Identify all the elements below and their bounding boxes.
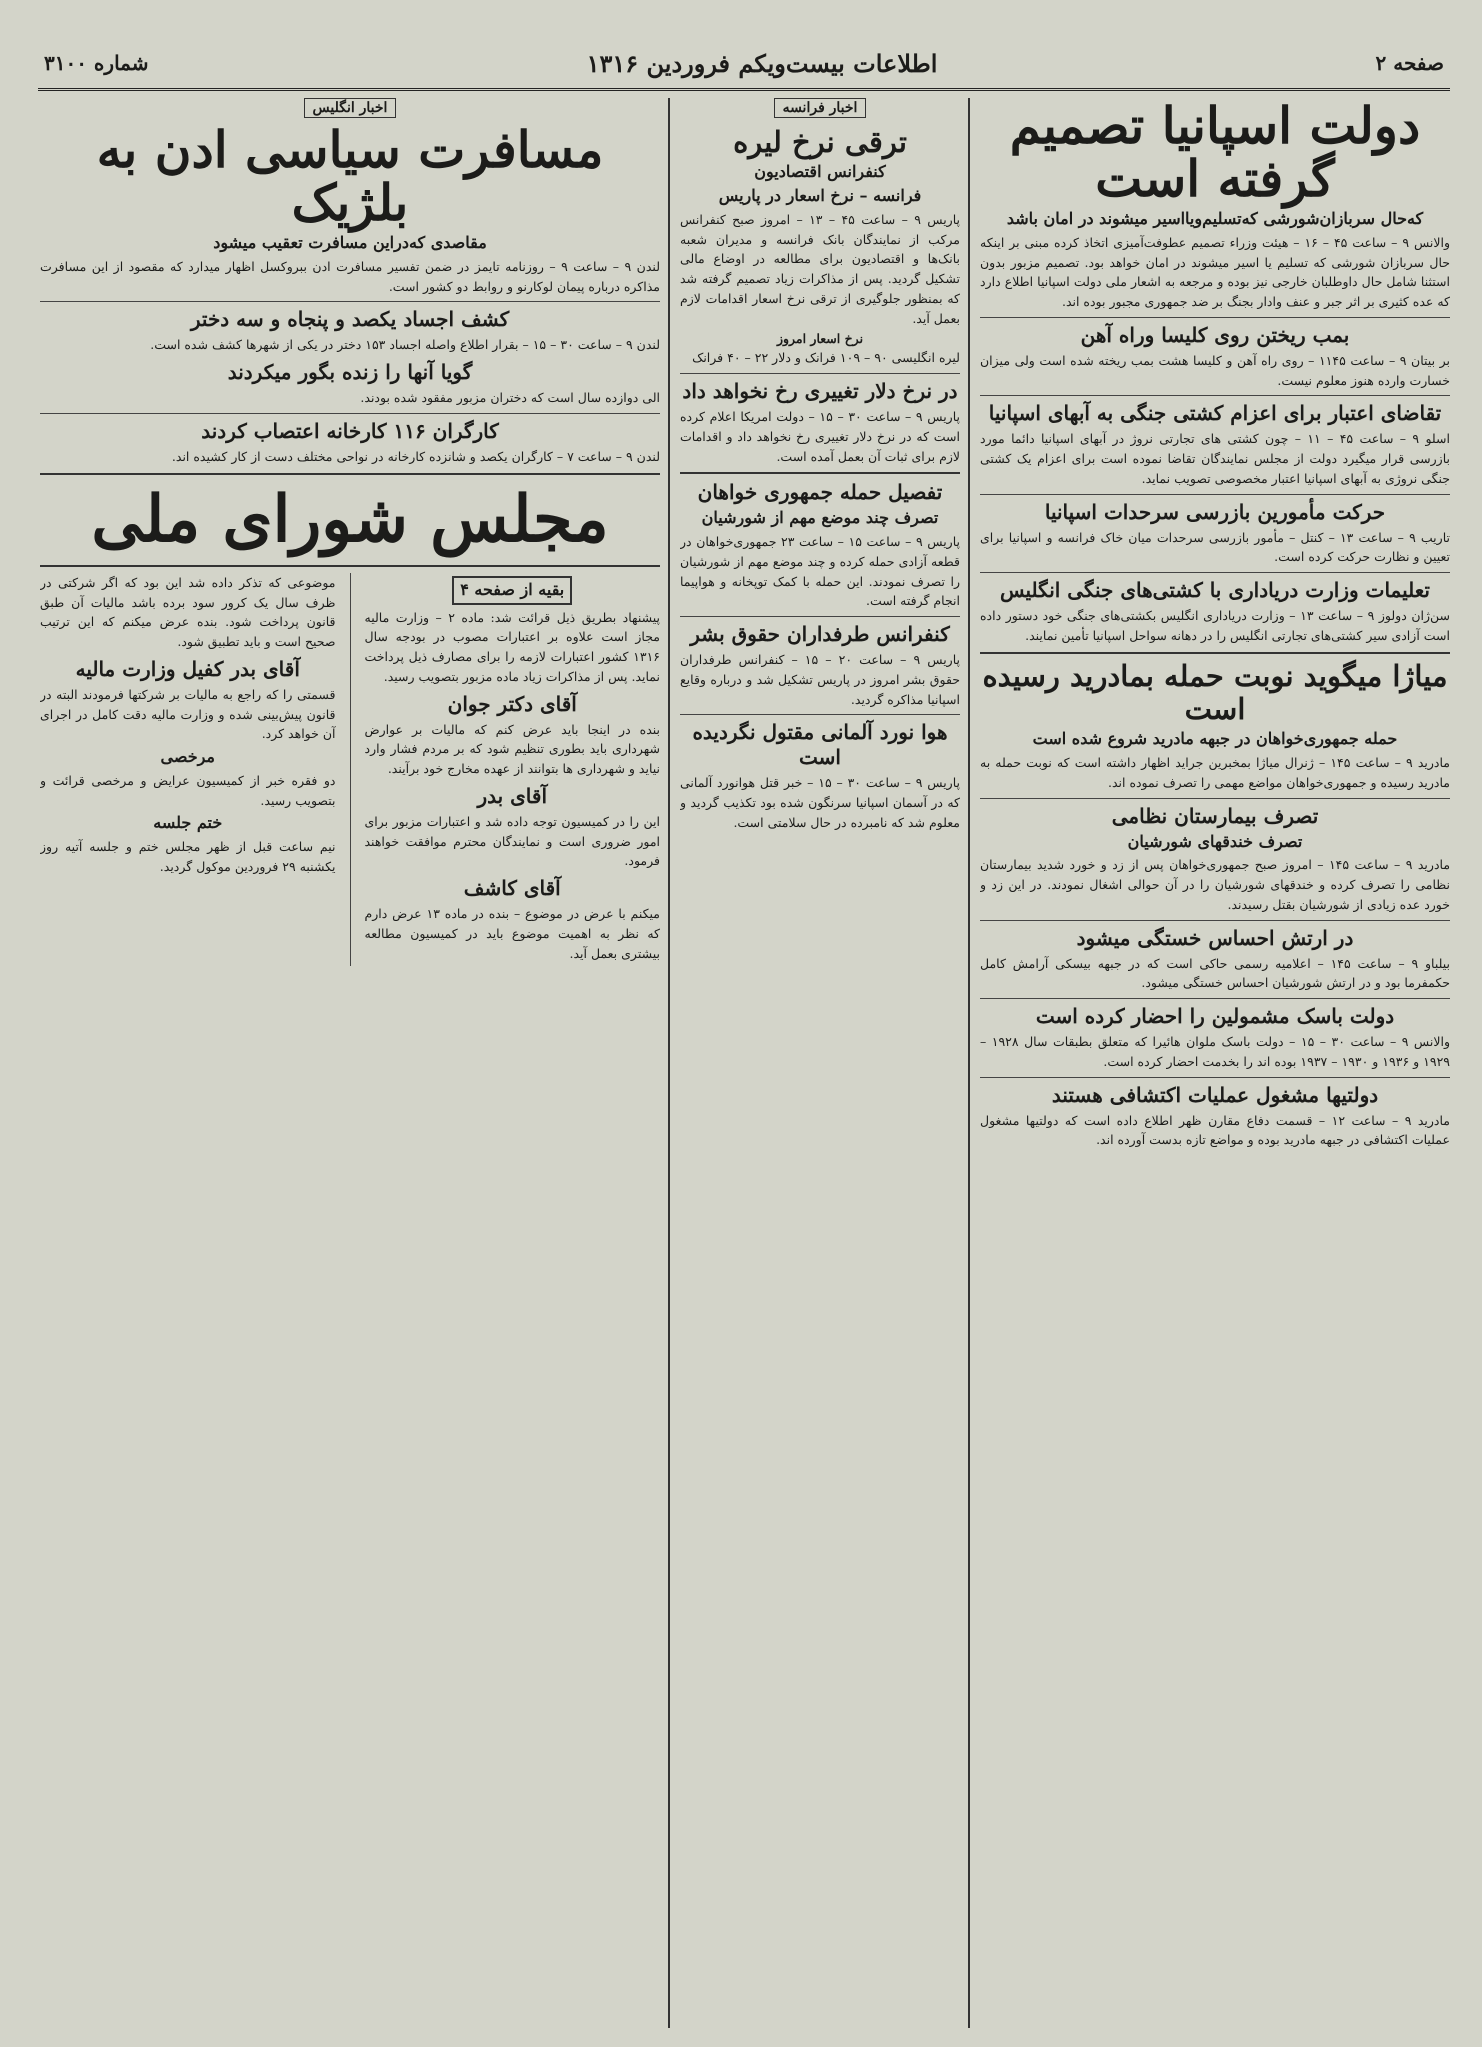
strike-article: لندن ۹ – ساعت ۷ – کارگران یکصد و شانزده کارخانه در نواحی مختلف دست از کار کشیده اند. (171, 448, 660, 464)
border-article: تاریب ۹ – ساعت ۱۳ – کنتل – مأمور بازرسی سرحدات میان خاک فرانسه و اسپانیا برای تعیین و نظارت حرکت کرده است. (980, 529, 1450, 565)
hospital-headline: تصرف بیمارستان نظامی (1111, 803, 1319, 828)
explore-article: مادرید ۹ – ساعت ۱۲ – قسمت دفاع مقارن ظهر اطلاع داده است که دولتیها مشغول عملیات اکتشافی در جبهه مادرید بوده و مواضع تازه بدست آورده اند. (980, 1112, 1450, 1148)
dollar-article: پاریس ۹ – ساعت ۳۰ – ۱۵ – دولت امریکا اعلام کرده است که در نرخ دلار تغییری رخ نخواهد داد و اقدامات لازم برای ثبات آن بعمل آمده است. (680, 409, 960, 464)
dollar-headline: در نرخ دلار تغییری رخ نخواهد داد (682, 379, 958, 404)
basque-headline: دولت باسک مشمولین را احضار کرده است (1035, 1004, 1395, 1029)
eden-article: لندن ۹ – ساعت ۹ – روزنامه تایمز در ضمن تفسیر مسافرت ادن ببروکسل اظهار میدارد که مقصود از این مسافرت مذاکره درباره پیمان لوکارنو و روابط دو کشور است. (40, 258, 660, 294)
alive-article: الی دوازده سال است که دختران مزبور مفقود شده بودند. (360, 390, 660, 406)
column-right (980, 96, 1450, 2028)
newspaper-page (38, 38, 1450, 2028)
section-france: اخبار فرانسه (774, 98, 867, 118)
german-headline: هوا نورد آلمانی مقتول نگردیده است (692, 720, 948, 770)
rights-article: پاریس ۹ – ساعت ۲۰ – ۱۵ – کنفرانس طرفداران حقوق بشر امروز در پاریس تشکیل شد و درباره وقایع اسپانیا مذاکره گردید. (680, 652, 960, 707)
badr-article: این را در کمیسیون توجه داده شد و اعتبارات مزبور برای امور ضروری است و نمایندگان محترم موافقت خواهند فرمود. (364, 813, 660, 869)
credit-article: اسلو ۹ – ساعت ۴۵ – ۱۱ – چون کشتی های تجارتی نروژ در آبهای اسپانیا دائما مورد بازرسی قرار میگیرد دولت از مجلس نمایندگان تقاضا نموده است برای اعزام یک کشتی جنگی نروژی به آبهای اسپانیا اعتبار مخصوصی تصویب نماید. (980, 431, 1450, 486)
rates-label: نرخ اسعار امروز (776, 331, 864, 347)
alive-headline: گویا آنها را زنده بگور میکردند (227, 360, 473, 385)
rates-article: لیره انگلیسی ۹۰ – ۱۰۹ فرانک و دلار ۲۲ – ۴۰ فرانک (692, 350, 960, 366)
bodies-headline: کشف اجساد یکصد و پنجاه و سه دختر (190, 307, 510, 332)
german-article: پاریس ۹ – ساعت ۳۰ – ۱۵ – خبر قتل هوانورد آلمانی که در آسمان اسپانیا سرنگون شده بود تکذیب گردید و معلوم شد که نامبرده در حال سلامتی است. (680, 775, 960, 830)
border-headline: حرکت مأمورین بازرسی سرحدات اسپانیا (1044, 499, 1386, 524)
close-headline: ختم جلسه (153, 813, 223, 833)
kashef-headline: آقای کاشف (463, 876, 561, 901)
issue-number: شماره ۳۱۰۰ (44, 51, 149, 75)
lira-headline: ترقی نرخ لیره (733, 125, 907, 159)
kashef-article: میکنم با عرض در موضوع – بنده در ماده ۱۳ عرض دارم که نظر به اهمیت موضوع باید در کمیسیون مطالعه بیشتری بعمل آید. (364, 906, 660, 961)
lira-subheadline-2: فرانسه – نرخ اسعار در پاریس (718, 186, 922, 206)
bodies-article: لندن ۹ – ساعت ۳۰ – ۱۵ – بقرار اطلاع واصله اجساد ۱۵۳ دختر در یکی از شهرها کشف شده است. (150, 337, 660, 353)
hospital-article: مادرید ۹ – ساعت ۱۴۵ – امروز صبح جمهوری‌خواهان پس از زد و خورد شدید بیمارستان نظامی را تصرف کرده و خندقهای شورشیان را در آن حوالی اشغال نمودند. در این زد و خورد عده زیادی از شورشیان بقتل رسیدند. (980, 857, 1450, 912)
credit-headline: تقاضای اعتبار برای اعزام کشتی جنگی به آبهای اسپانیا (988, 401, 1442, 426)
javan-headline: آقای دکتر جوان (447, 691, 577, 716)
badr-headline: آقای بدر (477, 783, 548, 808)
majlis-headline: مجلس شورای ملی (91, 481, 609, 557)
column-left (40, 96, 660, 2028)
hospital-subheadline: تصرف خندقهای شورشیان (1127, 831, 1303, 851)
page-label: صفحه ۲ (1375, 51, 1444, 75)
masthead (38, 38, 1450, 91)
spain-subheadline: که‌حال سربازان‌شورشی که‌تسلیم‌و‌یا‌اسیر میشوند در امان باشد (1006, 209, 1424, 228)
spain-headline: دولت اسپانیا تصمیم گرفته است (1009, 96, 1421, 208)
miaja-subheadline: حمله جمهوری‌خواهان در جبهه مادرید شروع شده است (1032, 729, 1398, 749)
republican-subheadline: تصرف چند موضع مهم از شورشیان (701, 508, 939, 528)
spain-article: والانس ۹ – ساعت ۴۵ – ۱۶ – هیئت وزراء تصمیم عطوفت‌آمیزی اتخاذ کرده مبنی بر اینکه حال سربازان شورشی که تسلیم یا اسیر میشوند در امان خواهد بود. تصمیم مزبور بدون استثنا شامل حال داوطلبان خارجی نیز بوده و مرجعه به اشعار ملی دولت اسپانیا اطلاع دارد که عده کثیری بر اثر جبر و عنف وادار بجنگ بر ضد جمهوری مجبور بوده اند. (980, 234, 1450, 310)
eden-headline: مسافرت سیاسی ادن به بلژیک (96, 120, 604, 232)
fatigue-headline: در ارتش احساس خستگی میشود (1076, 925, 1354, 950)
masthead-date: اطلاعات بیست‌ویکم فروردین ۱۳۱۶ (586, 48, 938, 78)
church-article: بر بیتان ۹ – ساعت ۱۱۴۵ – روی راه آهن و کلیسا هشت بمب ریخته شده است ولی میزان خسارت وارده هنوز معلوم نیست. (980, 352, 1450, 388)
javan-article: بنده در اینجا باید عرض کنم که مالیات بر عوارض شهرداری باید بطوری تنظیم شود که بر مردم فشار وارد نیاید و شهرداری ها بتوانند از عهده مخارج خود برآیند. (364, 721, 660, 777)
basque-article: والانس ۹ – ساعت ۳۰ – ۱۵ – دولت باسک ملوان هائیرا که متعلق بطبقات سال ۱۹۲۸ – ۱۹۲۹ و ۱۹۳۶ و ۱۹۳۰ – ۱۹۳۷ بوده اند را بخدمت احضار کرده است. (980, 1034, 1450, 1069)
church-headline: بمب ریختن روی کلیسا وراه آهن (1080, 322, 1350, 347)
leave-article: دو فقره خبر از کمیسیون عرایض و مرخصی قرائت و بتصویب رسید. (40, 772, 336, 808)
republican-headline: تفصیل حمله جمهوری خواهان (697, 480, 943, 505)
navy-headline: تعلیمات وزارت دریاداری با کشتی‌های جنگی انگلیس (1000, 578, 1430, 603)
column-middle (680, 96, 960, 2028)
continued-label: بقیه از صفحه ۴ (452, 576, 572, 605)
republican-article: پاریس ۹ – ساعت ۱۵ – ساعت ۲۳ جمهوری‌خواهان در قطعه آزادی حمله کرده و چند موضع مهم از شورشیان را تصرف نمودند. این حمله با کمک توپخانه و هواپیما انجام گرفته است. (680, 534, 960, 609)
lira-subheadline: کنفرانس اقتصادیون (754, 162, 886, 182)
left-article: موضوعی که تذکر داده شد این بود که اگر شرکتی در ظرف سال یک کرور سود برده باشد مالیات آن طبق قانون پرداخت شود. بنده عرض میکنم که این ترتیب صحیح است و باید تطبیق شود. (40, 574, 336, 650)
explore-headline: دولتیها مشغول عملیات اکتشافی هستند (1051, 1082, 1379, 1107)
close-article: نیم ساعت قبل از ظهر مجلس ختم و جلسه آتیه روز یکشنبه ۲۹ فروردین موکول گردید. (40, 839, 336, 875)
eden-subheadline: مقاصدی که‌در‌این مسافرت تعقیب میشود (213, 233, 487, 252)
section-england: اخبار انگلیس (304, 98, 397, 118)
rights-headline: کنفرانس طرفداران حقوق بشر (690, 622, 950, 647)
miaja-article: مادرید ۹ – ساعت ۱۴۵ – ژنرال میاژا بمخبرین جراید اظهار داشته است که نوبت حمله به مادرید رسیده و جمهوری‌خواهان مواضع مهمی را تصرف نموده اند. (980, 755, 1450, 790)
finance-article: قسمتی را که راجع به مالیات بر شرکتها فرمودند البته در قانون پیش‌بینی شده و وزارت مالیه دقت کامل در اجرای آن خواهد کرد. (40, 686, 336, 742)
leave-headline: مرخصی (160, 747, 215, 767)
strike-headline: کارگران ۱۱۶ کارخانه اعتصاب کردند (201, 418, 499, 443)
fatigue-article: بیلباو ۹ – ساعت ۱۴۵ – اعلامیه رسمی حاکی است که در جبهه بیسکی آرامش کامل حکمفرما بود و در ارتش شورشیان احساس خستگی میشود. (980, 955, 1450, 991)
finance-headline: آقای بدر کفیل وزارت مالیه (75, 656, 300, 681)
navy-article: سن‌ژان دولوز ۹ – ساعت ۱۳ – وزارت دریاداری انگلیس بکشتی‌های جنگی خود دستور داده است آزادی سیر کشتی‌های تجارتی انگلیس را در دهانه سواحل اسپانیا تأمین نمایند. (980, 608, 1450, 643)
lira-article: پاریس ۹ – ساعت ۴۵ – ۱۳ – امروز صبح کنفرانس مرکب از نمایندگان بانک فرانسه و مدیران شعبه بانک‌ها و اقتصادیون برای مطالعه در اوضاع مالی تشکیل گردید. پس از مذاکرات زیاد تصمیم گرفته شد که بمنظور جلوگیری از ترقی نرخ اسعار اقدامات لازم بعمل آید. (680, 211, 960, 326)
miaja-headline: میاژا میگوید نوبت حمله بمادرید رسیده است (982, 658, 1448, 726)
majlis-article: پیشنهاد بطریق ذیل قرائت شد: ماده ۲ – وزارت مالیه مجاز است علاوه بر اعتبارات مصوب در بودجه سال ۱۳۱۶ کشور اعتبارات لازمه را برای مصارف ذیل پرداخت نماید. پس از مذاکرات زیاد ماده مزبور بتصویب رسید. (364, 609, 660, 684)
